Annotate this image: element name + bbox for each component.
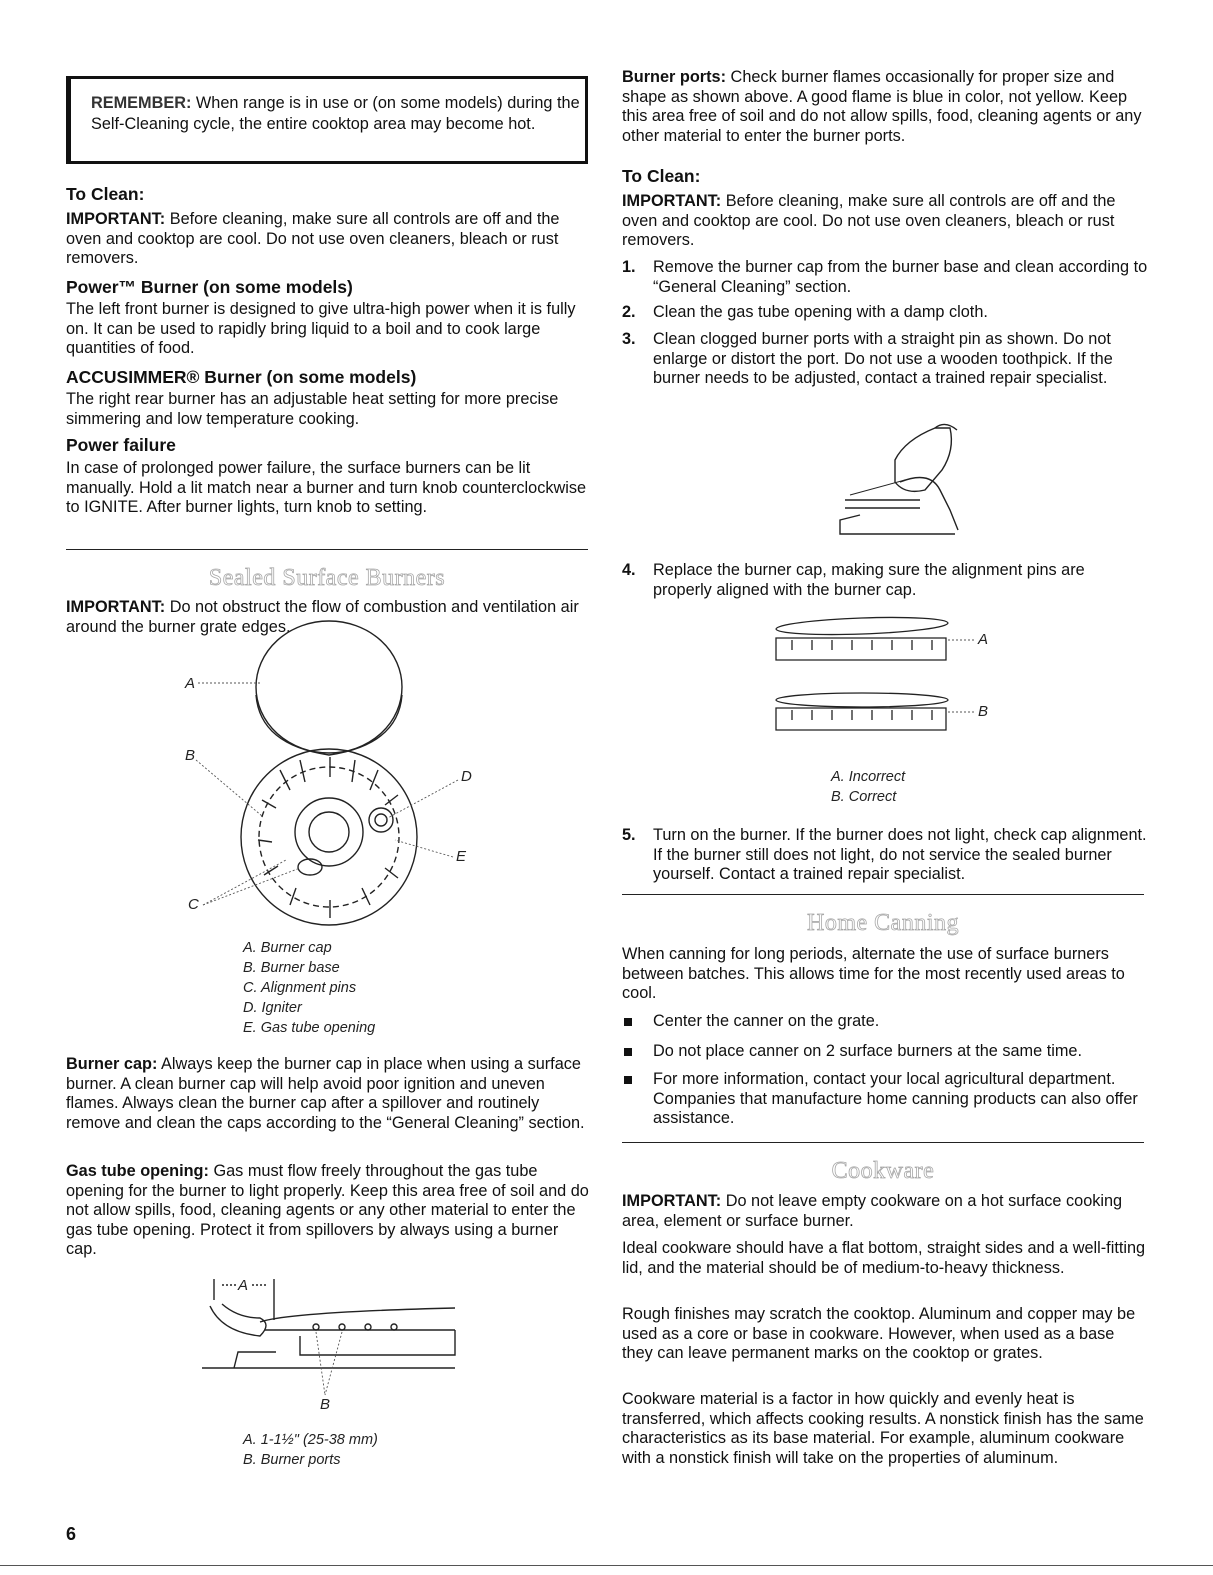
cap-label-b: B bbox=[978, 703, 989, 720]
burner-label-a: A bbox=[185, 675, 196, 692]
power-failure-heading: Power failure bbox=[66, 435, 176, 455]
cookware-paragraph: Rough finishes may scratch the cooktop. Aluminum and copper may be used as a core or base in cookware. However, when used as a base they can leave permanent marks on the cooktop or grates. bbox=[622, 1305, 1136, 1362]
caption-line: E. Gas tube opening bbox=[243, 1020, 376, 1036]
right-important: IMPORTANT: Before cleaning, make sure all controls are off and the oven and cooktop are cool. Do not use oven cleaners, bleach or rust removers. bbox=[622, 192, 1116, 249]
canning-text: When canning for long periods, alternate the use of surface burners between batches. This allows time for the most recently used areas to cool. bbox=[622, 945, 1125, 1002]
accusimmer-heading: ACCUSIMMER® Burner (on some models) bbox=[66, 367, 417, 387]
canning-bullet: Center the canner on the grate. bbox=[622, 1012, 1147, 1034]
burner-label-c: C bbox=[188, 896, 199, 913]
accusimmer-text: The right rear burner has an adjustable heat setting for more precise simmering and low temperature cooking. bbox=[66, 390, 559, 428]
burner-label-b: B bbox=[185, 747, 196, 764]
cookware-important: IMPORTANT: Do not leave empty cookware on a hot surface cooking area, element or surface burner. bbox=[622, 1192, 1123, 1230]
remember-text: When range is in use or (on some models) during the Self-Cleaning cycle, the entire cooktop area may become hot. bbox=[91, 94, 580, 133]
divider bbox=[622, 1142, 1144, 1143]
cookware-title: Cookware bbox=[831, 1158, 935, 1184]
bullet-icon bbox=[624, 1076, 632, 1084]
bullet-icon bbox=[624, 1048, 632, 1056]
divider bbox=[622, 894, 1144, 895]
caption-line: C. Alignment pins bbox=[243, 980, 357, 996]
canning-bullet: Do not place canner on 2 surface burners at the same time. bbox=[622, 1042, 1147, 1064]
sealed-burners-title: Sealed Surface Burners bbox=[208, 565, 446, 591]
burner-cap-paragraph: Burner cap: Always keep the burner cap in place when using a surface burner. A clean burner cap will help avoid poor ignition and uneven flames. Always clean the burner cap after a spillover and routinely remove and clean the caps according to the “General Cleaning” section. bbox=[66, 1055, 585, 1132]
caption-line: B. Correct bbox=[831, 789, 897, 805]
right-to-clean-heading: To Clean: bbox=[622, 166, 701, 186]
burner-label-e: E bbox=[456, 848, 467, 865]
to-clean-heading: To Clean: bbox=[66, 184, 145, 204]
caption-line: D. Igniter bbox=[243, 1000, 302, 1016]
caption-line: B. Burner base bbox=[243, 960, 340, 976]
burner-label-d: D bbox=[461, 768, 472, 785]
step-5: 5. Turn on the burner. If the burner does not light, check cap alignment. If the burner still does not light, do not service the sealed burner yourself. Contact a trained repair specialist. bbox=[622, 826, 1147, 883]
caption-line: B. Burner ports bbox=[243, 1452, 341, 1468]
power-burner-text: The left front burner is designed to give ultra-high power when it is fully on. It can be used to rapidly bring liquid to a boil and to cook large quantities of food. bbox=[66, 300, 576, 357]
step-2: 2. Clean the gas tube opening with a damp cloth. bbox=[622, 303, 988, 321]
bullet-icon bbox=[624, 1018, 632, 1026]
home-canning-title: Home Canning bbox=[807, 910, 959, 936]
cap-captions bbox=[831, 767, 905, 807]
cookware-paragraph: Ideal cookware should have a flat bottom, straight sides and a well-fitting lid, and the material should be of medium-to-heavy thickness. bbox=[622, 1239, 1146, 1277]
step-1: 1. Remove the burner cap from the burner base and clean according to “General Cleaning” section. bbox=[622, 258, 1148, 296]
step-3: 3. Clean clogged burner ports with a straight pin as shown. Do not enlarge or distort the port. Do not use a wooden toothpick. If the burner needs to be adjusted, contact a trained repair specialist. bbox=[622, 330, 1113, 387]
canning-bullet: For more information, contact your local agricultural department. Companies that manufacture home canning products can also offer assistance. bbox=[622, 1070, 1147, 1134]
burner-ports-paragraph: Burner ports: Check burner flames occasionally for proper size and shape as shown above. A good flame is blue in color, not yellow. Keep this area free of soil and do not allow spills, food, cleaning agents or any other material to enter the burner ports. bbox=[622, 68, 1142, 145]
page-number: 6 bbox=[66, 1524, 77, 1544]
caption-line: A. 1-1½" (25-38 mm) bbox=[243, 1432, 378, 1448]
sealed-important: IMPORTANT: Do not obstruct the flow of combustion and ventilation air around the burner grate edges. bbox=[66, 598, 579, 636]
step-4: 4. Replace the burner cap, making sure the alignment pins are properly aligned with the burner cap. bbox=[622, 561, 1085, 599]
cookware-paragraph: Cookware material is a factor in how quickly and evenly heat is transferred, which affects cooking results. A nonstick finish has the same characteristics as its base material. For example, aluminum cookware with a nonstick finish will take on the properties of aluminum. bbox=[622, 1390, 1144, 1467]
to-clean-important: IMPORTANT: Before cleaning, make sure all controls are off and the oven and cooktop are cool. Do not use oven cleaners, bleach or rust removers. bbox=[66, 210, 560, 267]
page-bottom-line bbox=[0, 1565, 1213, 1566]
caption-line: A. Incorrect bbox=[831, 769, 906, 785]
power-failure-text: In case of prolonged power failure, the surface burners can be lit manually. Hold a lit match near a burner and turn knob counterclockwise to IGNITE. After burner lights, turn knob to setting. bbox=[66, 459, 587, 516]
caption-line: A. Burner cap bbox=[243, 940, 332, 956]
gas-tube-paragraph: Gas tube opening: Gas must flow freely throughout the gas tube opening for the burner to light properly. Keep this area free of soil and do not allow spills, food, cleaning agents or any other material to enter the gas tube opening. Protect it from spillovers by always using a burner cap. bbox=[66, 1162, 589, 1258]
power-burner-heading: Power™ Burner (on some models) bbox=[66, 277, 353, 297]
ports-label-a: A bbox=[238, 1277, 249, 1294]
cap-label-a: A bbox=[978, 631, 989, 648]
remember-label: REMEMBER: bbox=[91, 94, 192, 112]
ports-label-b: B bbox=[320, 1396, 331, 1413]
